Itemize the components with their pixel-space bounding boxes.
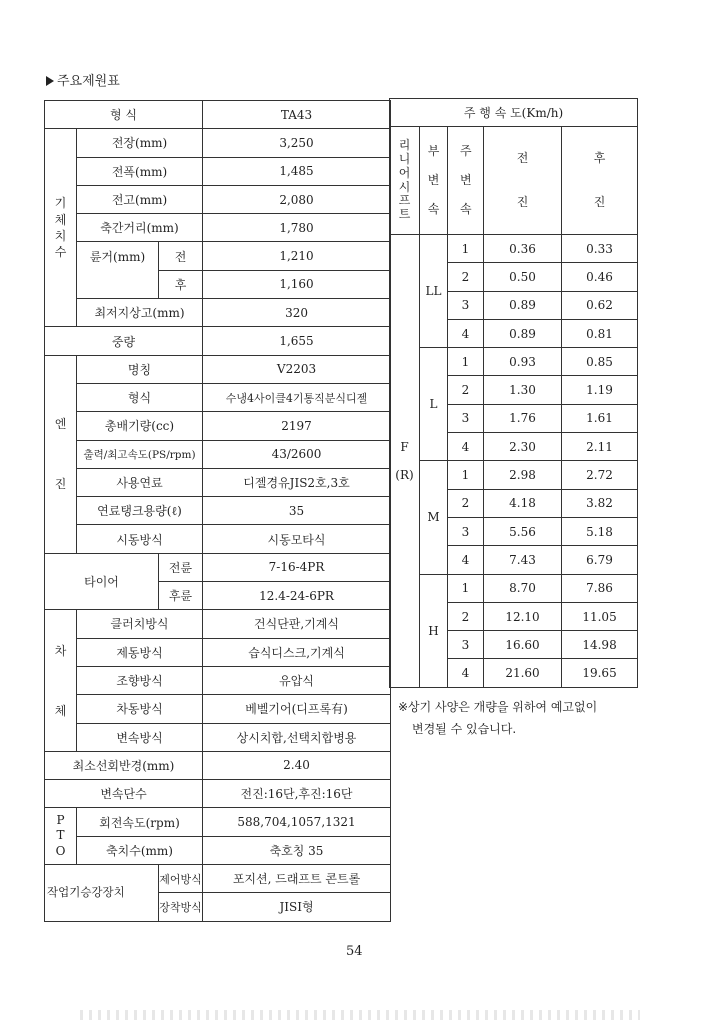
spec-label: 총배기량(cc) [77,412,203,440]
reverse-speed: 6.79 [562,546,638,574]
spec-value: 습식디스크,기계식 [203,638,391,666]
spec-label: 중량 [45,327,203,355]
main-gear: 4 [448,319,484,347]
forward-speed: 1.76 [484,404,562,432]
chassis-group: 차체 [45,610,77,751]
spec-value: 축호칭 35 [203,836,391,864]
forward-speed: 4.18 [484,489,562,517]
spec-label: 시동방식 [77,525,203,553]
col-reverse-top: 후 [593,151,606,166]
forward-speed: 5.56 [484,517,562,545]
spec-value: 588,704,1057,1321 [203,808,391,836]
reverse-speed: 19.65 [562,659,638,687]
main-gear: 2 [448,489,484,517]
reverse-speed: 7.86 [562,574,638,602]
spec-label: 제어방식 [159,865,203,893]
spec-label: 변속단수 [45,780,203,808]
spec-value: V2203 [203,355,391,383]
spec-label: 사용연료 [77,468,203,496]
reverse-speed: 0.46 [562,263,638,291]
col-sub-shift: 부변속 [420,127,448,235]
spec-sublabel: 전 [159,242,203,270]
speed-row [390,235,638,263]
spec-value: 유압식 [203,666,391,694]
spec-value: 수냉4사이클4기통직분식디젤 [203,383,391,411]
forward-speed: 8.70 [484,574,562,602]
spec-value: 시동모타식 [203,525,391,553]
spec-label: 변속방식 [77,723,203,751]
spec-value: 320 [203,299,391,327]
spec-value: 베벨기어(디프록有) [203,695,391,723]
forward-speed: 16.60 [484,631,562,659]
main-gear: 4 [448,433,484,461]
speed-row [390,348,638,376]
forward-speed: 0.50 [484,263,562,291]
forward-speed: 21.60 [484,659,562,687]
spec-value: JISI형 [203,893,391,921]
spec-value: 포지션, 드래프트 콘트롤 [203,865,391,893]
pto-group: PTO [45,808,77,865]
col-forward-top: 전 [516,151,529,166]
spec-note [398,696,597,740]
reverse-speed: 3.82 [562,489,638,517]
col-forward-bottom: 진 [516,194,529,209]
speed-row [390,574,638,602]
spec-label: 축치수(mm) [77,836,203,864]
sub-shift-H: H [420,574,448,687]
note-line-1: ※상기 사양은 개량을 위하여 예고없이 [398,700,598,714]
reverse-speed: 2.72 [562,461,638,489]
spec-label: 전폭(mm) [77,157,203,185]
col-reverse [562,127,638,235]
main-gear: 1 [448,348,484,376]
main-gear: 1 [448,574,484,602]
forward-speed: 12.10 [484,602,562,630]
spec-value: 1,485 [203,157,391,185]
main-gear: 3 [448,631,484,659]
main-gear: 2 [448,602,484,630]
sub-shift-M: M [420,461,448,574]
reverse-speed: 5.18 [562,517,638,545]
speed-row [390,461,638,489]
spec-value: 1,780 [203,214,391,242]
col-main-shift: 주변속 [448,127,484,235]
sub-shift-LL: LL [420,235,448,348]
model-value: TA43 [203,101,391,129]
triangle-bullet-icon [46,76,54,86]
spec-value: 전진:16단,후진:16단 [203,780,391,808]
shuttle-fr-label: F (R) [390,235,420,688]
spec-label: 출력/최고속도(PS/rpm) [77,440,203,468]
spec-value: 디젤경유JIS2호,3호 [203,468,391,496]
spec-label: 조향방식 [77,666,203,694]
col-shuttle: 리니어시프트 [390,127,420,235]
page-title: 주요제원표 [46,70,120,89]
reverse-speed: 14.98 [562,631,638,659]
hitch-group: 작업기승강장치 [45,865,159,922]
spec-label: 명칭 [77,355,203,383]
spec-value: 1,160 [203,270,391,298]
spec-value: 1,655 [203,327,391,355]
reverse-speed: 1.61 [562,404,638,432]
main-gear: 3 [448,517,484,545]
speed-table [389,98,638,688]
spec-label: 형식 [77,383,203,411]
forward-speed: 0.93 [484,348,562,376]
main-gear: 1 [448,461,484,489]
spec-label: 최저지상고(mm) [77,299,203,327]
note-line-2: 변경될 수 있습니다. [412,722,517,736]
main-gear: 3 [448,291,484,319]
spec-label: 연료탱크용량(ℓ) [77,497,203,525]
forward-speed: 1.30 [484,376,562,404]
spec-label: 회전속도(rpm) [77,808,203,836]
speed-table-title: 주 행 속 도(Km/h) [390,99,638,127]
forward-speed: 7.43 [484,546,562,574]
col-reverse-bottom: 진 [593,194,606,209]
main-gear: 2 [448,376,484,404]
main-gear: 4 [448,546,484,574]
spec-value: 상시치합,선택치합병용 [203,723,391,751]
forward-speed: 0.89 [484,319,562,347]
spec-label: 제동방식 [77,638,203,666]
reverse-speed: 1.19 [562,376,638,404]
reverse-speed: 0.62 [562,291,638,319]
spec-table [44,100,391,922]
forward-speed: 0.89 [484,291,562,319]
scan-artifact [80,1010,640,1020]
spec-value: 7-16-4PR [203,553,391,581]
model-header-label: 형 식 [45,101,203,129]
spec-label: 최소선회반경(mm) [45,751,203,779]
spec-label: 장착방식 [159,893,203,921]
main-gear: 3 [448,404,484,432]
sub-shift-L: L [420,348,448,461]
engine-group: 엔진 [45,355,77,553]
reverse-speed: 11.05 [562,602,638,630]
reverse-speed: 0.85 [562,348,638,376]
spec-sublabel: 전륜 [159,553,203,581]
spec-label: 클러치방식 [77,610,203,638]
forward-speed: 2.98 [484,461,562,489]
spec-value: 2,080 [203,185,391,213]
spec-value: 2.40 [203,751,391,779]
spec-label: 전고(mm) [77,185,203,213]
reverse-speed: 2.11 [562,433,638,461]
main-gear: 2 [448,263,484,291]
spec-sublabel: 후륜 [159,582,203,610]
spec-value: 3,250 [203,129,391,157]
spec-value: 43/2600 [203,440,391,468]
reverse-speed: 0.81 [562,319,638,347]
spec-label: 전장(mm) [77,129,203,157]
main-gear: 1 [448,235,484,263]
spec-label: 륜거(mm) [77,242,159,299]
forward-speed: 2.30 [484,433,562,461]
forward-speed: 0.36 [484,235,562,263]
reverse-speed: 0.33 [562,235,638,263]
spec-value: 12.4-24-6PR [203,582,391,610]
spec-value: 35 [203,497,391,525]
main-gear: 4 [448,659,484,687]
spec-value: 2197 [203,412,391,440]
body-dims-group: 기체치수 [45,129,77,327]
col-forward [484,127,562,235]
spec-sublabel: 후 [159,270,203,298]
page-number: 54 [346,944,363,959]
spec-value: 1,210 [203,242,391,270]
spec-value: 건식단판,기계식 [203,610,391,638]
spec-label: 축간거리(mm) [77,214,203,242]
spec-label: 타이어 [45,553,159,610]
spec-label: 차동방식 [77,695,203,723]
